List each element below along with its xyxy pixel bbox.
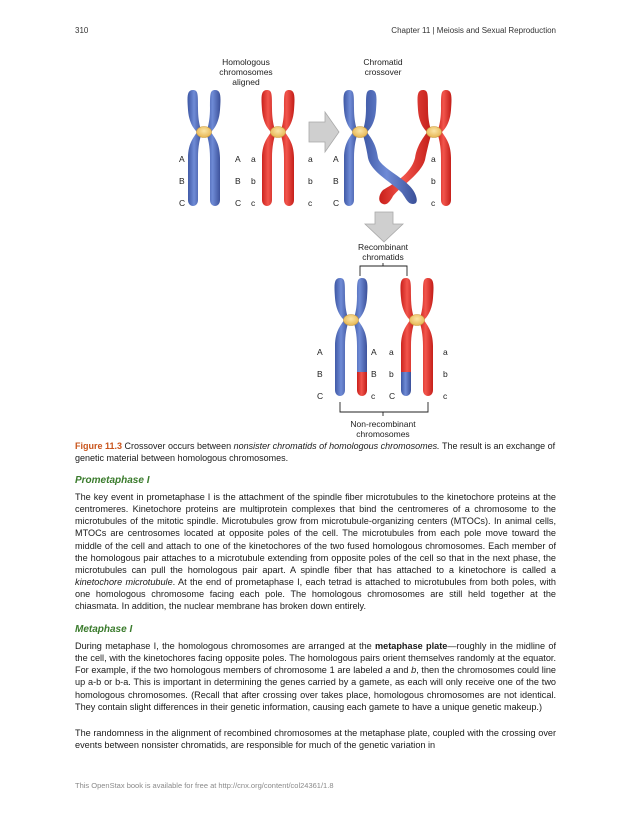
label-recombinant-line2: chromatids <box>362 252 404 262</box>
allele-c-left: c <box>251 198 256 208</box>
allele-b-crossover: b <box>431 176 436 186</box>
page-number: 310 <box>75 26 89 35</box>
allele-C-result-left: C <box>317 391 324 401</box>
allele-A-right: A <box>235 154 241 164</box>
arrow-right-icon <box>309 112 339 152</box>
allele-a-left: a <box>251 154 256 164</box>
allele-C-result-mid: C <box>389 391 396 401</box>
paragraph-metaphase-2: The randomness in the alignment of recombined chromosomes at the metaphase plate, coupled with the crossing over events between nonsister chromatids, are responsible for much of the genetic variation in <box>75 728 556 751</box>
allele-B-left: B <box>179 176 185 186</box>
label-aligned-line2: chromosomes <box>219 67 273 77</box>
figure-caption <box>75 440 556 464</box>
label-nonrecombinant-line1: Non-recombinant <box>350 419 416 429</box>
allele-A-result-left: A <box>317 347 323 357</box>
allele-b-result-right: b <box>443 369 448 379</box>
allele-A-left: A <box>179 154 185 164</box>
allele-a-result-mid: a <box>389 347 394 357</box>
allele-B-right: B <box>235 176 241 186</box>
allele-B-crossover: B <box>333 176 339 186</box>
metaphase-text-1: During metaphase I, the homologous chromosomes are arranged at the <box>75 641 376 651</box>
label-nonrecombinant-line2: chromosomes <box>356 429 410 439</box>
metaphase-text-2: —roughly in the midline of the cell, with the kinetochores facing opposite poles. The homologous pairs orient themselves randomly at the equator. For example, if the two homologous members of chromosome 1 are labeled <box>75 641 556 676</box>
crossover-chromosomes <box>344 90 452 206</box>
allele-B-result-left: B <box>317 369 323 379</box>
metaphase-text-3: and <box>390 665 412 676</box>
heading-metaphase: Metaphase I <box>75 624 133 635</box>
paragraph-prometaphase <box>75 491 556 613</box>
allele-C-left: C <box>179 198 186 208</box>
arrow-down-icon <box>365 212 403 242</box>
chapter-title: Chapter 11 | Meiosis and Sexual Reproduction <box>391 26 556 35</box>
term-kinetochore-microtubule: kinetochore microtubule <box>75 577 173 588</box>
figure-crossover-diagram <box>75 50 556 440</box>
metaphase-text-4: , then the chromosomes could line up a-b or b-a. This is important in determining the genes carried by a gamete, as each will only receive one of the two homologous chromosomes. (Recall that after crossing over takes place, homologous chromosomes are not identical. They contain slight differences in their genetic information, causing each gamete to have a unique genetic makeup.) <box>75 665 557 712</box>
nonrecombinant-bracket <box>340 402 428 412</box>
allele-C-right: C <box>235 198 242 208</box>
label-aligned-line1: Homologous <box>222 57 270 67</box>
allele-b-result-mid: b <box>389 369 394 379</box>
caption-text-2: The result is an exchange of genetic material between homologous chromosomes. <box>75 441 556 463</box>
allele-B-result-mid: B <box>371 369 377 379</box>
allele-c-result-mid: c <box>371 391 376 401</box>
blue-chromosome <box>188 90 221 206</box>
metaphase-italic-b: b <box>411 665 417 676</box>
recombinant-red-chromosome <box>401 278 434 396</box>
crossover-illustration <box>75 50 556 440</box>
allele-A-result-mid: A <box>371 347 377 357</box>
allele-C-crossover: C <box>333 198 340 208</box>
running-head <box>75 26 556 38</box>
label-crossover-line2: crossover <box>364 67 402 77</box>
caption-text-1: Crossover occurs between <box>122 441 234 451</box>
heading-prometaphase: Prometaphase I <box>75 475 150 486</box>
prometaphase-text-2: . At the end of prometaphase I, each tetrad is attached to microtubules from both poles, with one homologous chromosome facing each pole. The homologous chromosomes are still held together at the chiasmata. In addition, the nuclear membrane has broken down entirely. <box>75 577 556 612</box>
label-crossover-line1: Chromatid <box>363 57 403 67</box>
caption-label: Figure 11.3 <box>75 441 123 451</box>
allele-a-crossover: a <box>431 154 436 164</box>
allele-c-crossover: c <box>431 198 436 208</box>
recombinant-blue-chromosome <box>335 278 368 396</box>
term-metaphase-plate: metaphase plate <box>375 641 448 651</box>
allele-c-result-right: c <box>443 391 448 401</box>
prometaphase-text-1: The key event in prometaphase I is the attachment of the spindle fiber microtubules to the kinetochore proteins at the centromeres. Kinetochore proteins are multiprotein complexes that bind the centromeres of a chromosome to the microtubules of the mitotic spindle. Microtubules grow from microtubule-organizing centers (MTOCs). In animal cells, MTOCs are centrosomes located at opposite poles of the cell. The microtubules from each pole move toward the middle of the cell and attach to one of the kinetochores of the two fused homologous chromosomes. Each member of the homologous pair attaches to a microtubule extending from opposite poles of the cell so that in the next phase, the microtubules can pull the homologous pair apart. A spindle fiber that has attached to a kinetochore is called a <box>75 492 556 575</box>
allele-c-right: c <box>308 198 313 208</box>
label-aligned-line3: aligned <box>232 77 260 87</box>
allele-a-right: a <box>308 154 313 164</box>
allele-b-right: b <box>308 176 313 186</box>
label-recombinant-line1: Recombinant <box>357 242 409 252</box>
metaphase-italic-a: a <box>385 665 391 676</box>
paragraph-metaphase-1 <box>75 640 556 713</box>
allele-b-left: b <box>251 176 256 186</box>
red-chromosome <box>262 90 295 206</box>
page-footer: This OpenStax book is available for free at http://cnx.org/content/col24361/1.8 <box>75 781 334 790</box>
allele-A-crossover: A <box>333 154 339 164</box>
allele-a-result-right: a <box>443 347 448 357</box>
caption-italic: nonsister chromatids of homologous chromosomes. <box>233 441 440 451</box>
recombinant-bracket <box>360 266 407 276</box>
